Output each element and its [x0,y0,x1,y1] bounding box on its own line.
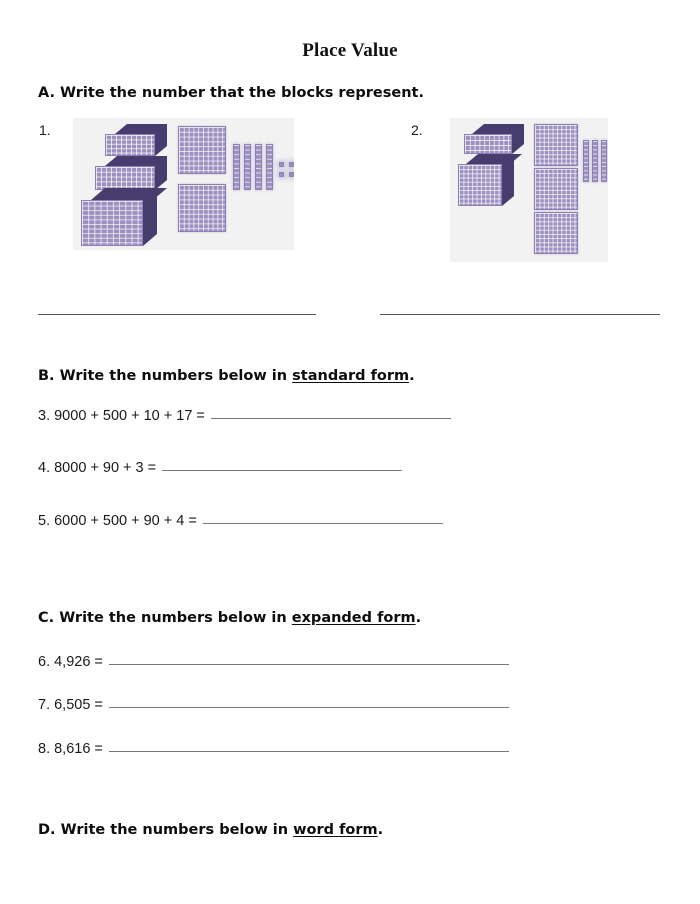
one-unit [279,162,284,167]
ten-rod [244,144,251,190]
section-b-heading-term: standard form [292,368,410,384]
question-row-7 [38,697,509,713]
section-d-heading-term: word form [293,822,378,838]
cube-side-face [512,124,524,154]
question-5-answer-line[interactable] [203,523,443,524]
section-b-heading-before: B. Write the numbers below in [38,368,293,384]
question-5-text: 5. 6000 + 500 + 90 + 4 = [38,513,197,529]
thousand-cube [95,156,165,190]
cube-side-face [502,154,514,206]
hundred-flat [178,184,226,232]
section-a-heading [38,85,424,101]
question-8-answer-line[interactable] [109,751,509,752]
one-unit [279,172,284,177]
ten-rod [233,144,240,190]
thousand-cube [458,154,522,206]
thousand-cube [105,124,165,156]
ten-rod [592,140,598,182]
ten-rod [266,144,273,190]
question-7-answer-line[interactable] [109,707,509,708]
hundred-flat [178,126,226,174]
one-unit [289,172,294,177]
question-row-6 [38,654,509,670]
ten-rod [583,140,589,182]
hundred-flat [534,124,578,166]
problem-1-label: 1. [39,122,51,138]
base-ten-blocks-image-2 [450,118,608,262]
question-3-answer-line[interactable] [211,418,451,419]
question-3-text: 3. 9000 + 500 + 10 + 17 = [38,408,205,424]
ten-rod [601,140,607,182]
problem-2-label: 2. [411,122,423,138]
answer-line-2[interactable] [380,314,660,315]
question-4-text: 4. 8000 + 90 + 3 = [38,460,157,476]
cube-front-face [464,134,512,154]
cube-front-face [105,134,155,156]
section-c-heading-before: C. Write the numbers below in [38,610,292,626]
question-8-text: 8. 8,616 = [38,741,103,757]
question-6-text: 6. 4,926 = [38,654,103,670]
answer-line-1[interactable] [38,314,316,315]
section-d-heading-after: . [377,822,384,838]
section-d-heading [38,822,383,838]
base-ten-blocks-image-1 [73,118,294,250]
hundred-flat [534,168,578,210]
cube-side-face [143,188,157,246]
question-6-answer-line[interactable] [109,664,509,665]
ten-rod [255,144,262,190]
thousand-cube [81,188,167,246]
question-row-4 [38,460,402,476]
section-d-heading-before: D. Write the numbers below in [38,822,294,838]
section-c-heading-after: . [415,610,422,626]
cube-side-face [155,156,167,190]
section-a-heading-text: A. Write the number that the blocks represent. [38,85,424,101]
question-row-5 [38,513,443,529]
page-title: Place Value [302,40,398,61]
question-7-text: 7. 6,505 = [38,697,103,713]
cube-front-face [95,166,155,190]
section-b-heading [38,368,415,384]
thousand-cube [464,124,520,154]
question-row-8 [38,741,509,757]
section-b-heading-after: . [409,368,415,384]
one-unit [289,162,294,167]
question-row-3 [38,408,451,424]
cube-side-face [155,124,167,156]
cube-front-face [458,164,502,206]
section-c-heading [38,610,421,626]
hundred-flat [534,212,578,254]
section-c-heading-term: expanded form [291,610,416,626]
cube-front-face [81,200,143,246]
question-4-answer-line[interactable] [162,470,402,471]
